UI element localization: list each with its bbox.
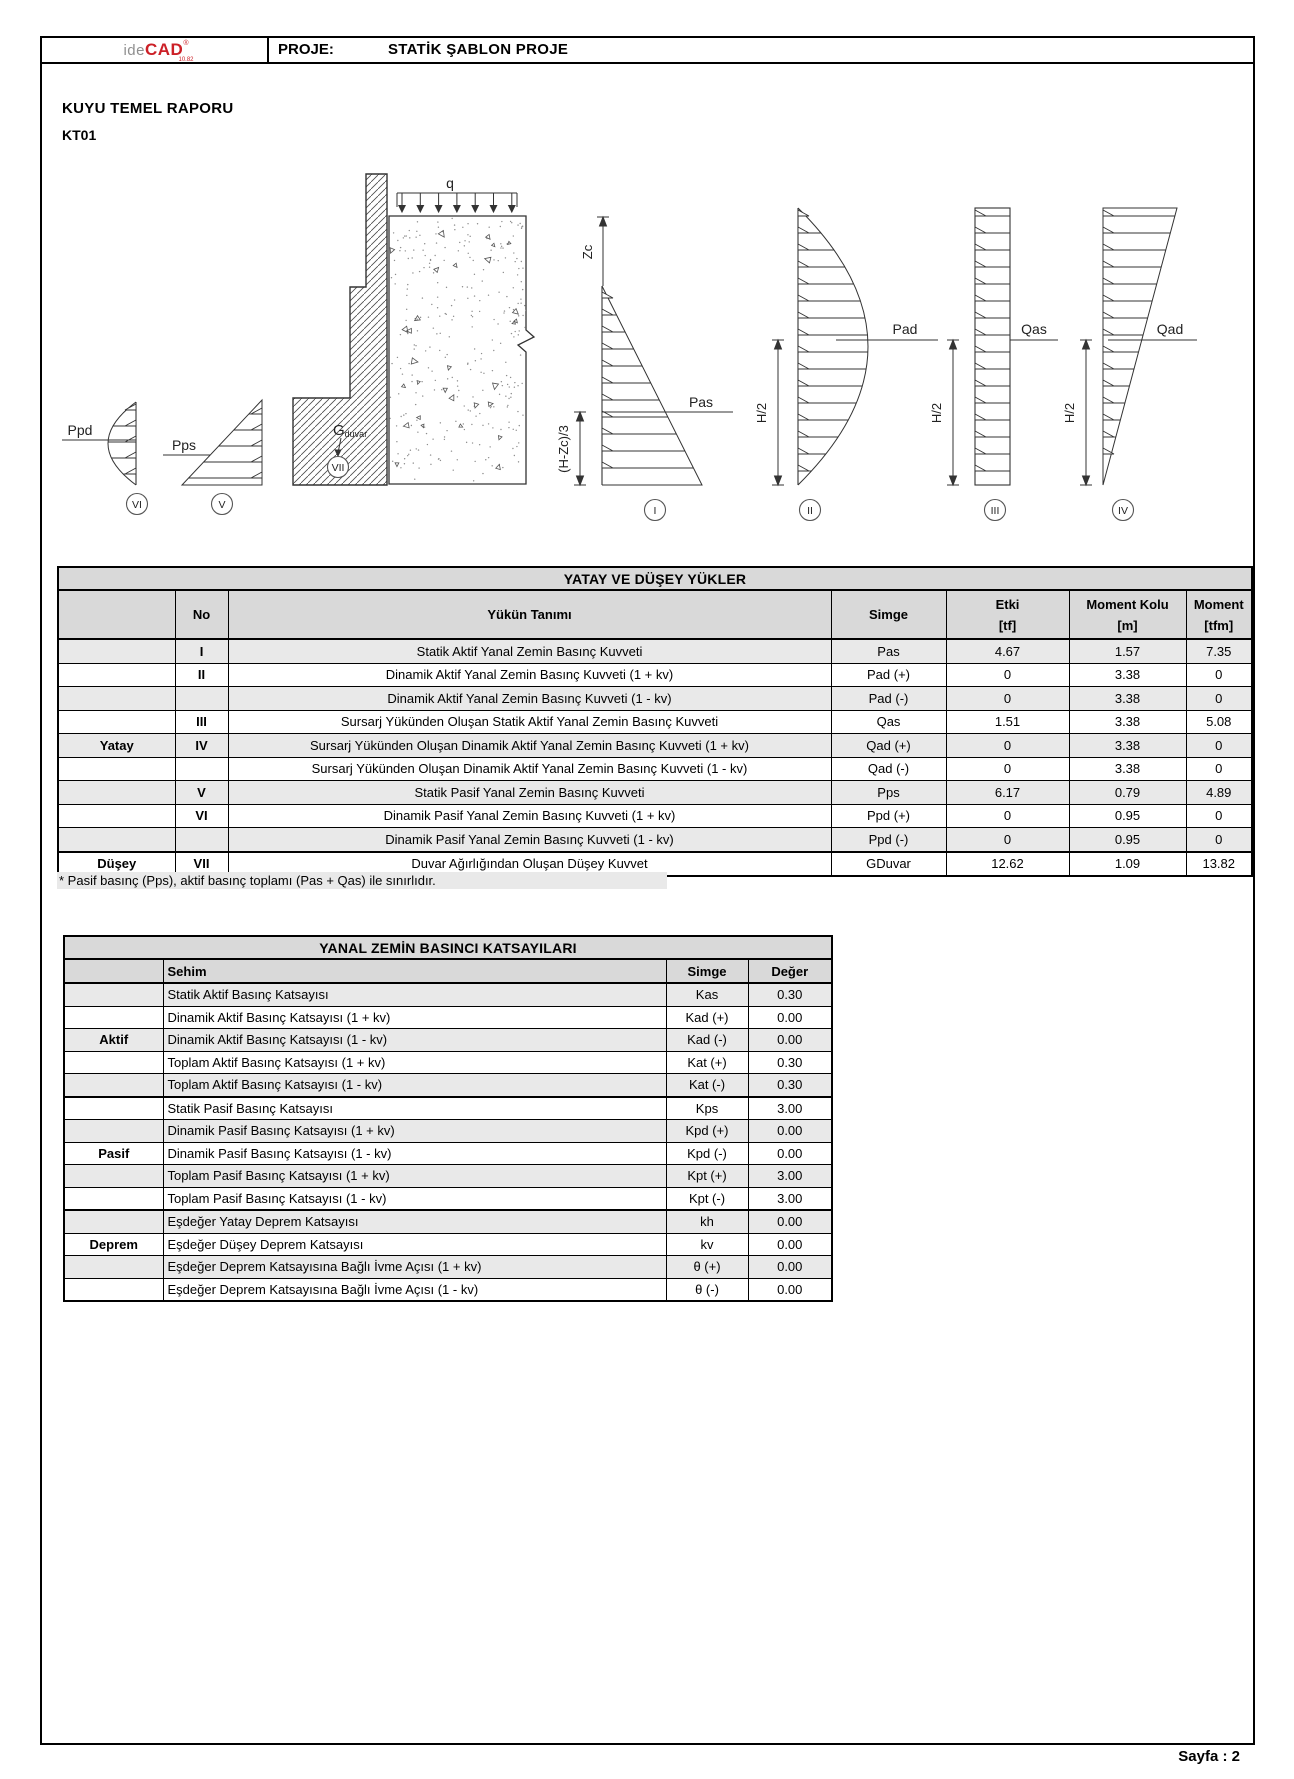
table-row: Dinamik Aktif Basınç Katsayısı (1 + kv) Kad (+) 0.00 bbox=[64, 1006, 832, 1029]
logo-registered-mark: ® bbox=[183, 40, 189, 47]
pps-label: Pps bbox=[171, 437, 197, 453]
table-row: Düşey VII Duvar Ağırlığından Oluşan Düşey Kuvvet GDuvar 12.62 1.09 13.82 bbox=[58, 852, 1252, 877]
table-row: Eşdeğer Deprem Katsayısına Bağlı İvme Açısı (1 - kv) θ (-) 0.00 bbox=[64, 1278, 832, 1301]
coefficients-table bbox=[63, 935, 833, 1302]
loads-table-title-row bbox=[58, 567, 1252, 590]
page-number: Sayfa : 2 bbox=[1178, 1748, 1240, 1765]
table-row: Statik Pasif Basınç Katsayısı Kps 3.00 bbox=[64, 1097, 832, 1120]
table-row: Deprem Eşdeğer Düşey Deprem Katsayısı kv 0.00 bbox=[64, 1233, 832, 1256]
project-label: PROJE: bbox=[278, 41, 334, 58]
table-row: III Sursarj Yükünden Oluşan Statik Aktif Yanal Zemin Basınç Kuvveti Qas 1.51 3.38 5.08 bbox=[58, 710, 1252, 734]
table-row: V Statik Pasif Yanal Zemin Basınç Kuvveti Pps 6.17 0.79 4.89 bbox=[58, 781, 1252, 805]
circle-vii: VII bbox=[331, 461, 345, 474]
col-simge: Simge bbox=[831, 590, 946, 639]
well-foundation-diagram bbox=[0, 0, 1294, 545]
table-row: Eşdeğer Deprem Katsayısına Bağlı İvme Açısı (1 + kv) θ (+) 0.00 bbox=[64, 1256, 832, 1279]
qad-label: Qad bbox=[1156, 321, 1184, 337]
table-row: Toplam Pasif Basınç Katsayısı (1 - kv) Kpt (-) 3.00 bbox=[64, 1187, 832, 1210]
dimension-label: (H-Zc)/3 bbox=[556, 425, 571, 473]
circle-vi: VI bbox=[132, 498, 142, 511]
loads-table-header-row bbox=[58, 590, 1252, 639]
coeff-table-header-row bbox=[64, 959, 832, 983]
table-row: II Dinamik Aktif Yanal Zemin Basınç Kuvveti (1 + kv) Pad (+) 0 3.38 0 bbox=[58, 663, 1252, 687]
table-row: Pasif Dinamik Pasif Basınç Katsayısı (1 - kv) Kpd (-) 0.00 bbox=[64, 1142, 832, 1165]
dimension-label: H/2 bbox=[1062, 402, 1077, 424]
element-id: KT01 bbox=[62, 127, 97, 143]
circle-iii: III bbox=[990, 504, 1000, 517]
gduvar-label: Gduvar bbox=[333, 422, 368, 439]
logo-version: 10.82 bbox=[178, 57, 194, 63]
zc-dimension-label: Zc bbox=[580, 244, 595, 260]
ppd-label: Ppd bbox=[67, 422, 93, 438]
col-deger: Değer bbox=[748, 959, 832, 983]
table-row: Toplam Pasif Basınç Katsayısı (1 + kv) Kpt (+) 3.00 bbox=[64, 1165, 832, 1188]
col-name: Yükün Tanımı bbox=[228, 590, 831, 639]
circle-iv: IV bbox=[1118, 504, 1128, 517]
col-group bbox=[64, 959, 163, 983]
col-no: No bbox=[175, 590, 228, 639]
col-simge: Simge bbox=[666, 959, 748, 983]
table-row: Dinamik Pasif Basınç Katsayısı (1 + kv) Kpd (+) 0.00 bbox=[64, 1120, 832, 1143]
logo-cad-text: CAD bbox=[145, 40, 184, 59]
table-row: Yatay IV Sursarj Yükünden Oluşan Dinamik Aktif Yanal Zemin Basınç Kuvveti (1 + kv) Qad (+) 0 3.38 0 bbox=[58, 734, 1252, 758]
table-row: Dinamik Pasif Yanal Zemin Basınç Kuvveti (1 - kv) Ppd (-) 0 0.95 0 bbox=[58, 828, 1252, 852]
table-row: Aktif Dinamik Aktif Basınç Katsayısı (1 - kv) Kad (-) 0.00 bbox=[64, 1029, 832, 1052]
coeff-table-title: YANAL ZEMİN BASINCI KATSAYILARI bbox=[64, 936, 832, 959]
q-label: q bbox=[446, 175, 454, 191]
circle-ii: II bbox=[807, 504, 813, 517]
table-row: I Statik Aktif Yanal Zemin Basınç Kuvveti Pas 4.67 1.57 7.35 bbox=[58, 639, 1252, 663]
col-sehim: Sehim bbox=[163, 959, 666, 983]
table-row: Statik Aktif Basınç Katsayısı Kas 0.30 bbox=[64, 983, 832, 1006]
col-moment: Moment [tfm] bbox=[1186, 590, 1252, 639]
qas-label: Qas bbox=[1021, 321, 1047, 337]
table-row: Toplam Aktif Basınç Katsayısı (1 + kv) Kat (+) 0.30 bbox=[64, 1051, 832, 1074]
col-moment-kolu: Moment Kolu [m] bbox=[1069, 590, 1186, 639]
page-title: KUYU TEMEL RAPORU bbox=[62, 100, 234, 117]
loads-table-title: YATAY VE DÜŞEY YÜKLER bbox=[58, 567, 1252, 590]
project-name: STATİK ŞABLON PROJE bbox=[388, 41, 569, 58]
circle-i: I bbox=[653, 504, 657, 517]
table-row: Toplam Aktif Basınç Katsayısı (1 - kv) Kat (-) 0.30 bbox=[64, 1074, 832, 1097]
circle-v: V bbox=[218, 498, 226, 511]
table-row: Sursarj Yükünden Oluşan Dinamik Aktif Yanal Zemin Basınç Kuvveti (1 - kv) Qad (-) 0 3.38 0 bbox=[58, 757, 1252, 781]
col-group bbox=[58, 590, 175, 639]
coeff-table-title-row bbox=[64, 936, 832, 959]
loads-footnote: * Pasif basınç (Pps), aktif basınç toplamı (Pas + Qas) ile sınırlıdır. bbox=[57, 872, 667, 889]
logo-ide-text: ide bbox=[123, 42, 145, 59]
col-etki: Etki [tf] bbox=[946, 590, 1069, 639]
table-row: VI Dinamik Pasif Yanal Zemin Basınç Kuvveti (1 + kv) Ppd (+) 0 0.95 0 bbox=[58, 804, 1252, 828]
pad-label: Pad bbox=[892, 321, 918, 337]
dimension-label: H/2 bbox=[754, 402, 769, 424]
table-row: Dinamik Aktif Yanal Zemin Basınç Kuvveti (1 - kv) Pad (-) 0 3.38 0 bbox=[58, 687, 1252, 711]
table-row: Eşdeğer Yatay Deprem Katsayısı kh 0.00 bbox=[64, 1210, 832, 1233]
loads-table bbox=[57, 566, 1253, 877]
dimension-label: H/2 bbox=[929, 402, 944, 424]
pas-label: Pas bbox=[688, 394, 714, 410]
